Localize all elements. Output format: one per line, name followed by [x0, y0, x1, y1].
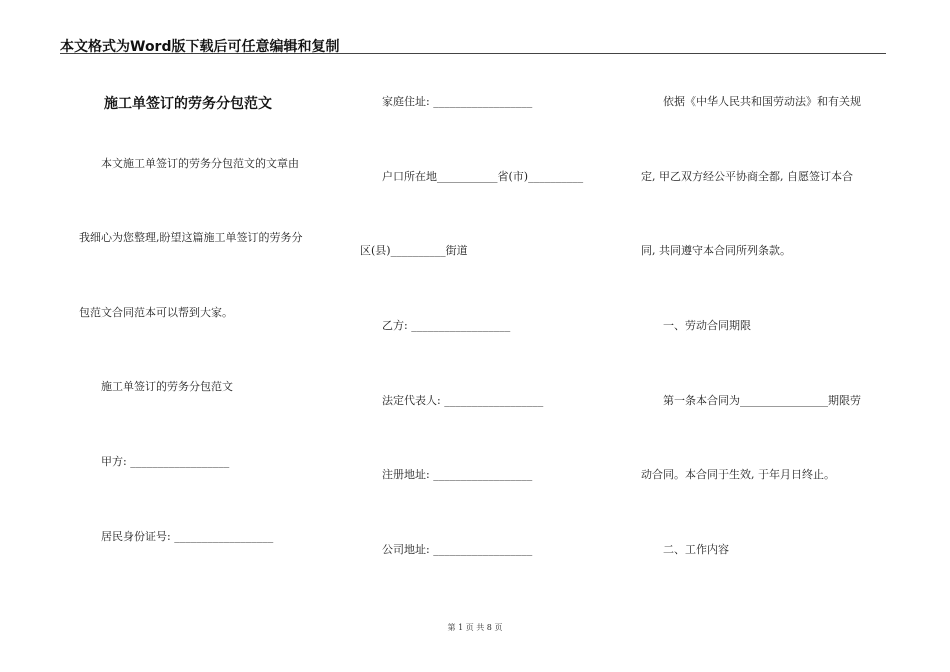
col1-line-4: 施工单签订的劳务分包范文 — [101, 380, 233, 393]
col3-article-1: 第一条本合同为________________期限劳 — [663, 394, 861, 407]
page-number: 第 1 页 共 8 页 — [447, 623, 503, 632]
col1-id-number: 居民身份证号: __________________ — [101, 530, 274, 543]
col1-line-1: 本文施工单签订的劳务分包范文的文章由 — [101, 157, 299, 170]
document-banner: 本文格式为Word版下载后可任意编辑和复制 — [60, 39, 340, 55]
col1-line-2: 我细心为您整理,盼望这篇施工单签订的劳务分 — [79, 231, 303, 244]
col2-registered-address: 注册地址: __________________ — [382, 468, 533, 481]
col3-line-1: 依据《中华人民共和国劳动法》和有关规 — [663, 95, 861, 108]
col3-line-2: 定, 甲乙双方经公平协商全都, 自愿签订本合 — [641, 170, 853, 183]
col1-party-a: 甲方: __________________ — [101, 455, 230, 468]
col3-section-2-heading: 二、工作内容 — [663, 543, 729, 556]
col1-line-3: 包范文合同范本可以帮到大家。 — [79, 306, 233, 319]
col2-legal-representative: 法定代表人: __________________ — [382, 394, 544, 407]
col2-district-street: 区(县)__________街道 — [360, 244, 468, 257]
col2-home-address: 家庭住址: __________________ — [382, 95, 533, 108]
document-title: 施工单签订的劳务分包范文 — [104, 96, 272, 112]
col3-line-3: 同, 共同遵守本合同所列条款。 — [641, 244, 791, 257]
col2-party-b: 乙方: __________________ — [382, 319, 511, 332]
col3-article-1-cont: 动合同。本合同于生效, 于年月日终止。 — [641, 468, 835, 481]
col2-company-address: 公司地址: __________________ — [382, 543, 533, 556]
banner-divider — [60, 53, 886, 54]
col3-section-1-heading: 一、劳动合同期限 — [663, 319, 751, 332]
col2-household-registration: 户口所在地___________省(市)__________ — [382, 170, 584, 183]
